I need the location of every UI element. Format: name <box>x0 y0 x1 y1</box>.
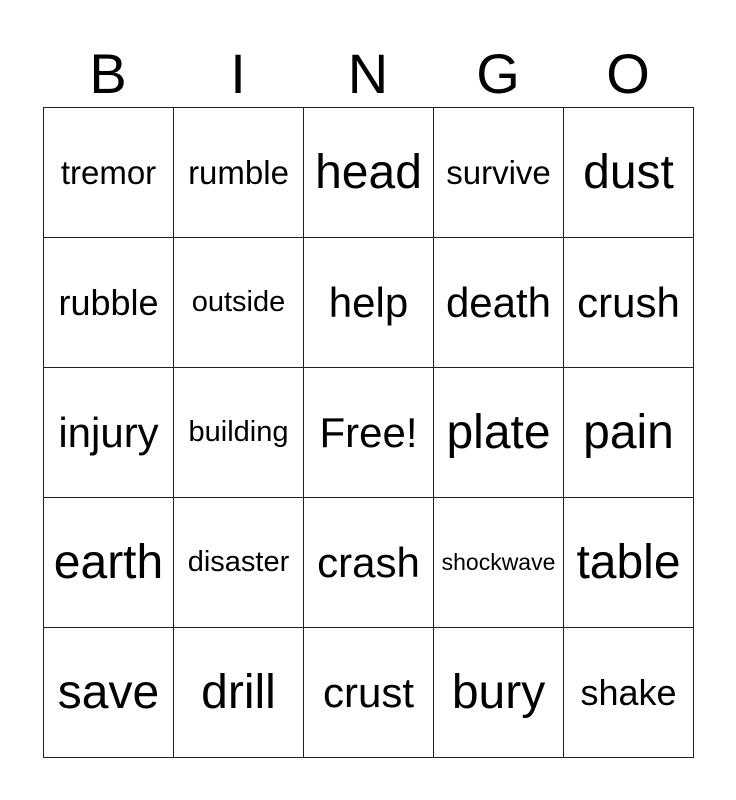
bingo-cell: drill <box>174 628 304 758</box>
bingo-cell: building <box>174 368 304 498</box>
bingo-header <box>43 44 693 104</box>
bingo-cell: bury <box>434 628 564 758</box>
header-letter-g: G <box>476 42 520 105</box>
bingo-cell: tremor <box>44 108 174 238</box>
bingo-cell: pain <box>564 368 694 498</box>
bingo-cell: head <box>304 108 434 238</box>
bingo-cell: dust <box>564 108 694 238</box>
bingo-cell: rumble <box>174 108 304 238</box>
bingo-grid <box>43 107 694 758</box>
bingo-cell: earth <box>44 498 174 628</box>
bingo-cell: survive <box>434 108 564 238</box>
free-space-cell: Free! <box>304 368 434 498</box>
bingo-cell: crash <box>304 498 434 628</box>
bingo-cell: shake <box>564 628 694 758</box>
bingo-cell: shockwave <box>434 498 564 628</box>
header-letter-i: I <box>230 42 246 105</box>
header-letter-n: N <box>347 42 389 105</box>
bingo-cell: death <box>434 238 564 368</box>
header-letter-b: B <box>89 42 127 105</box>
bingo-cell: disaster <box>174 498 304 628</box>
bingo-cell: plate <box>434 368 564 498</box>
bingo-cell: injury <box>44 368 174 498</box>
bingo-cell: crush <box>564 238 694 368</box>
bingo-cell: save <box>44 628 174 758</box>
header-letter-o: O <box>606 42 650 105</box>
bingo-cell: rubble <box>44 238 174 368</box>
bingo-cell: help <box>304 238 434 368</box>
bingo-cell: outside <box>174 238 304 368</box>
bingo-cell: table <box>564 498 694 628</box>
bingo-cell: crust <box>304 628 434 758</box>
